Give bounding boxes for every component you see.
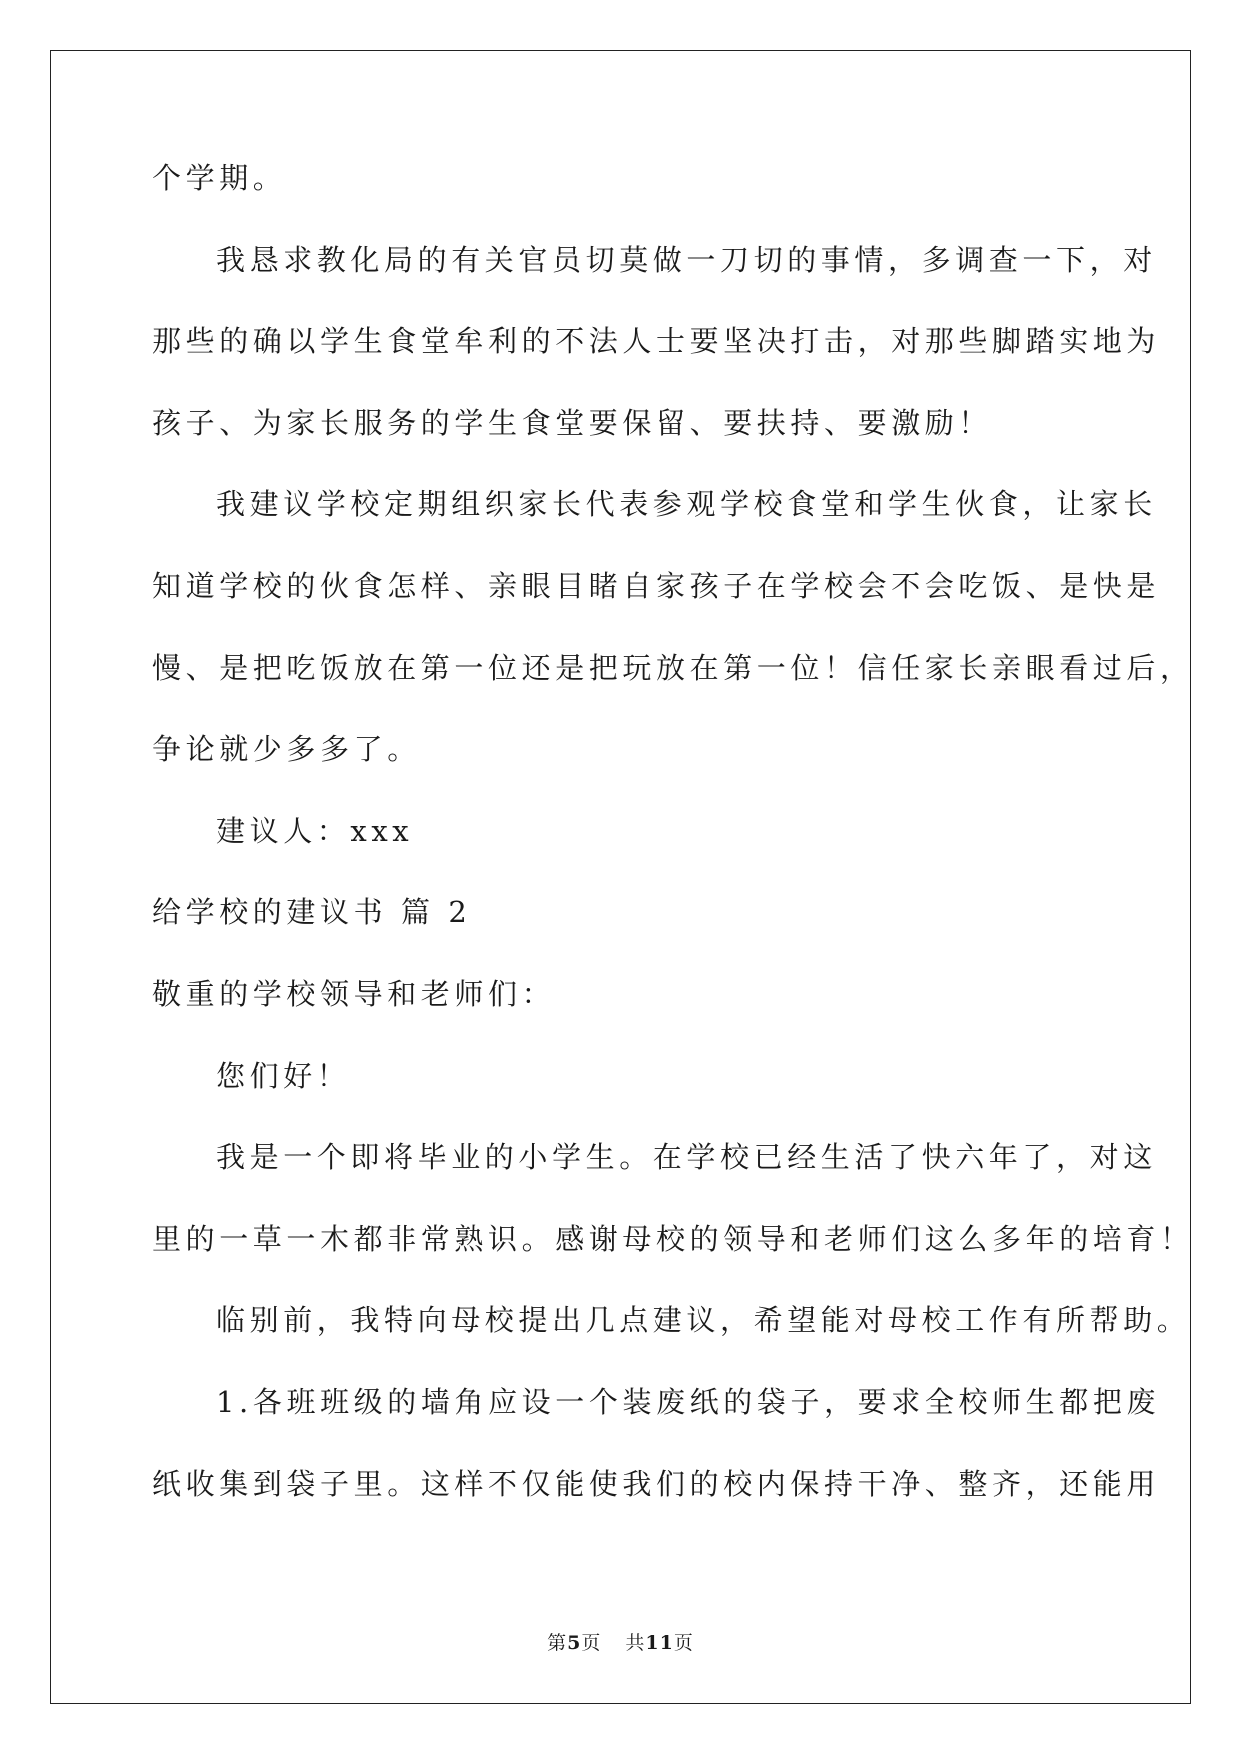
text-line: 慢、是把吃饭放在第一位还是把玩放在第一位！信任家长亲眼看过后， [152, 650, 1194, 685]
text-line: 1.各班班级的墙角应设一个装废纸的袋子，要求全校师生都把废 [216, 1384, 1161, 1419]
text-line: 那些的确以学生食堂牟利的不法人士要坚决打击，对那些脚踏实地为 [152, 324, 1161, 359]
text-line: 个学期。 [152, 161, 287, 195]
signature-line: 建议人：xxx [216, 813, 414, 848]
page-prefix: 第 [547, 1632, 568, 1654]
total-suffix: 页 [673, 1632, 694, 1654]
text-line: 纸收集到袋子里。这样不仅能使我们的校内保持干净、整齐，还能用 [152, 1466, 1161, 1501]
text-line: 我是一个即将毕业的小学生。在学校已经生活了快六年了，对这 [216, 1140, 1157, 1175]
text-line: 孩子、为家长服务的学生食堂要保留、要扶持、要激励！ [152, 405, 993, 440]
total-prefix: 共 [625, 1632, 646, 1654]
text-line: 知道学校的伙食怎样、亲眼目睹自家孩子在学校会不会吃饭、是快是 [152, 568, 1161, 603]
section-heading: 给学校的建议书 篇 2 [152, 895, 472, 930]
page-number: 5 [567, 1632, 582, 1654]
text-line: 我建议学校定期组织家长代表参观学校食堂和学生伙食，让家长 [216, 487, 1157, 522]
page-footer [0, 1628, 1241, 1655]
total-pages: 11 [645, 1632, 674, 1654]
text-line: 争论就少多多了。 [152, 732, 421, 767]
page-suffix: 页 [581, 1632, 602, 1654]
document-body [152, 158, 1194, 1545]
text-line: 临别前，我特向母校提出几点建议，希望能对母校工作有所帮助。 [216, 1303, 1191, 1338]
text-line: 里的一草一木都非常熟识。感谢母校的领导和老师们这么多年的培育！ [152, 1221, 1194, 1256]
text-line: 我恳求教化局的有关官员切莫做一刀切的事情，多调查一下，对 [216, 242, 1157, 277]
salutation: 敬重的学校领导和老师们： [152, 976, 556, 1011]
greeting: 您们好！ [216, 1058, 351, 1093]
